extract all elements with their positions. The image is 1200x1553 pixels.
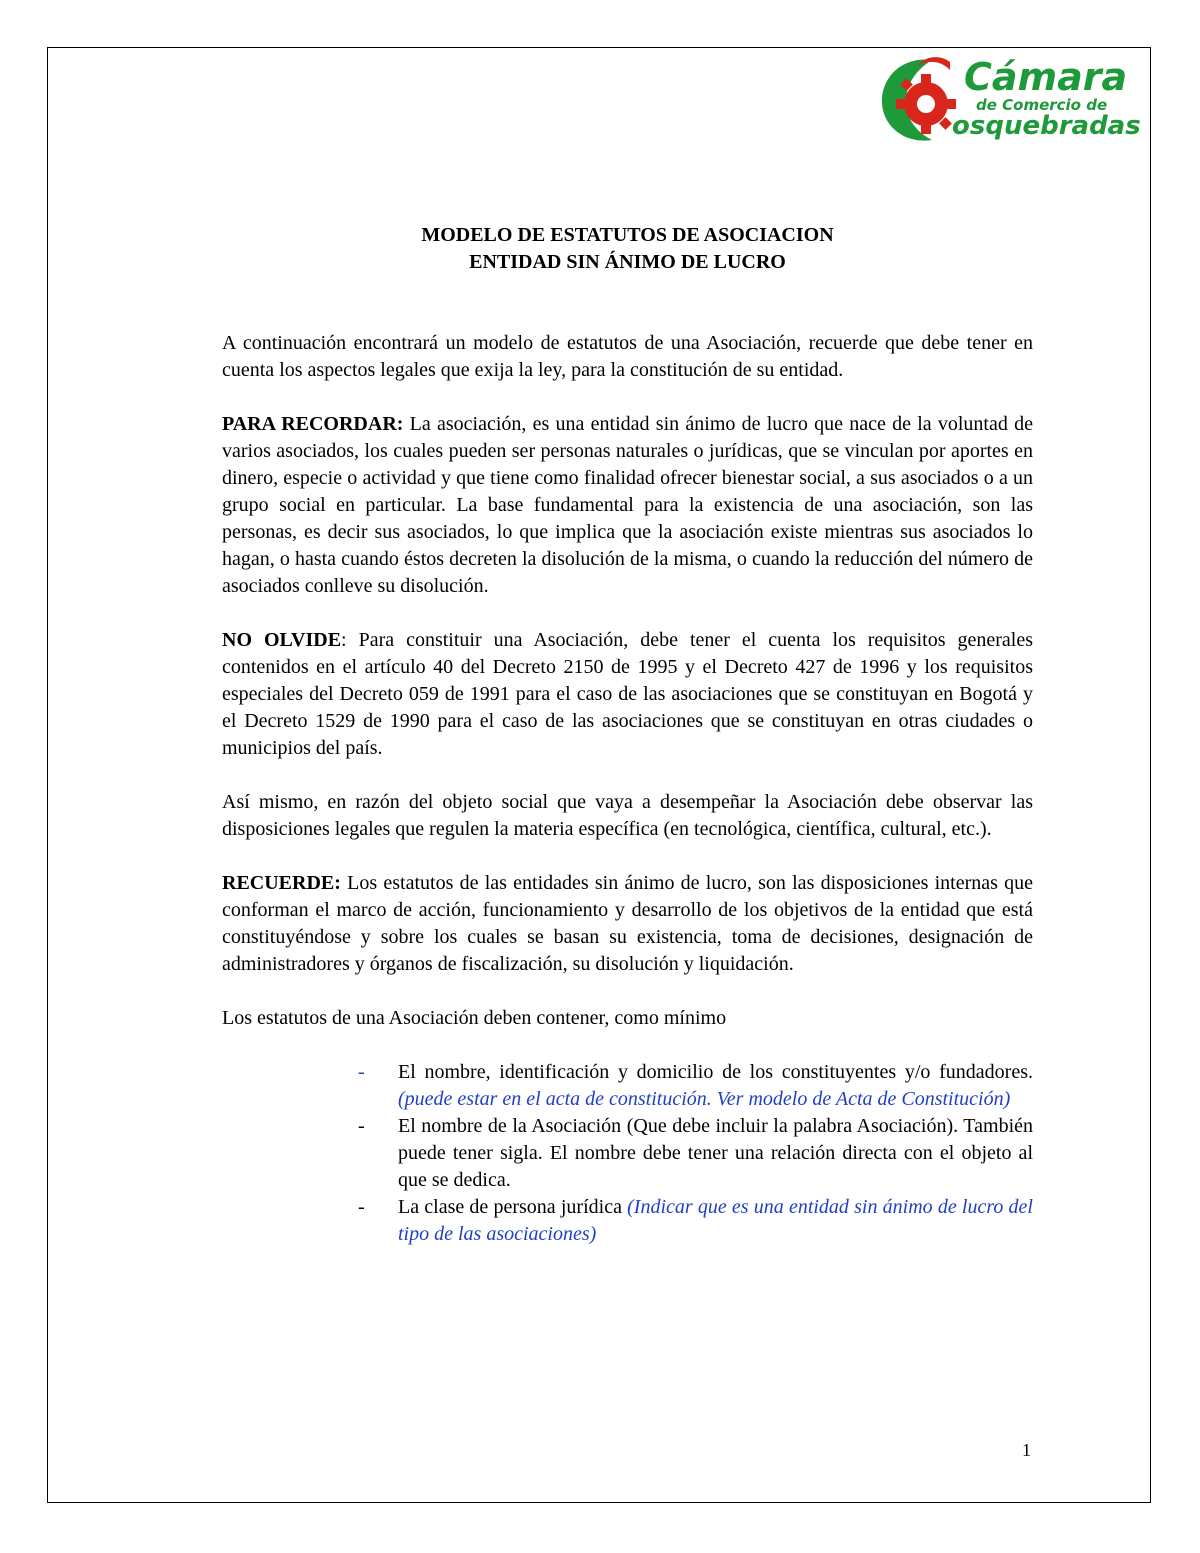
list-dash: - bbox=[358, 1061, 365, 1083]
list-item-note: (puede estar en el acta de constitución. Ver modelo de Acta de Constitución) bbox=[398, 1088, 1011, 1110]
logo-camara-text: Cámara bbox=[964, 55, 1128, 99]
list-dash: - bbox=[358, 1115, 365, 1137]
logo-dosquebradas-text: osquebradas bbox=[952, 111, 1141, 141]
para-recordar-text: La asociación, es una entidad sin ánimo de lucro que nace de la voluntad de varios asociados, los cuales pueden ser personas naturales o jurídicas, que se vinculan por aportes en dinero, especie o actividad y que tiene como finalidad ofrecer bienestar social, a sus asociados o a un grupo social en particular. La base fundamental para la existencia de una asociación, son las personas, es decir sus asociados, lo que implica que la asociación existe mientras sus asociados lo hagan, o hasta cuando éstos decreten la disolución de la misma, o cuando la reducción del número de asociados conlleve su disolución. bbox=[222, 413, 1033, 597]
requirements-list bbox=[358, 1059, 1033, 1248]
no-olvide-paragraph bbox=[222, 627, 1033, 762]
list-item bbox=[358, 1194, 1033, 1248]
document-body bbox=[222, 222, 1033, 1248]
list-item-note: (Indicar que es una entidad sin ánimo de lucro del tipo de las asociaciones) bbox=[398, 1196, 1033, 1245]
asi-mismo-paragraph: Así mismo, en razón del objeto social que vaya a desempeñar la Asociación debe observar las disposiciones legales que regulen la materia específica (en tecnológica, científica, cultural, etc.). bbox=[222, 791, 1033, 840]
camara-comercio-logo bbox=[880, 52, 1142, 146]
page-number: 1 bbox=[1022, 1440, 1031, 1460]
para-recordar-label: PARA RECORDAR: bbox=[222, 413, 404, 435]
document-title-line2: ENTIDAD SIN ÁNIMO DE LUCRO bbox=[469, 251, 786, 273]
list-dash: - bbox=[358, 1196, 365, 1218]
recuerde-label: RECUERDE: bbox=[222, 872, 341, 894]
list-item-text: El nombre de la Asociación (Que debe incluir la palabra Asociación). También puede tener sigla. El nombre debe tener una relación directa con el objeto al que se dedica. bbox=[398, 1115, 1033, 1191]
no-olvide-label: NO OLVIDE bbox=[222, 629, 342, 651]
recuerde-text: Los estatutos de las entidades sin ánimo de lucro, son las disposiciones internas que conforman el marco de acción, funcionamiento y desarrollo de los objetivos de la entidad que está constituyéndose y sobre los cuales se basan su existencia, toma de decisiones, designación de administradores y órganos de fiscalización, su disolución y liquidación. bbox=[222, 872, 1033, 975]
recuerde-paragraph bbox=[222, 870, 1033, 978]
intro-paragraph: A continuación encontrará un modelo de estatutos de una Asociación, recuerde que debe tener en cuenta los aspectos legales que exija la ley, para la constitución de su entidad. bbox=[222, 332, 1033, 381]
no-olvide-text: : Para constituir una Asociación, debe tener el cuenta los requisitos generales contenidos en el artículo 40 del Decreto 2150 de 1995 y el Decreto 427 de 1996 y los requisitos especiales del Decreto 059 de 1991 para el caso de las asociaciones que se constituyan en Bogotá y el Decreto 1529 de 1990 para el caso de las asociaciones que se constituyan en otras ciudades o municipios del país. bbox=[222, 629, 1033, 759]
list-item bbox=[358, 1113, 1033, 1194]
logo-de-comercio-text: de Comercio de bbox=[976, 96, 1108, 114]
document-title-line1: MODELO DE ESTATUTOS DE ASOCIACION bbox=[421, 224, 834, 246]
para-recordar-paragraph bbox=[222, 411, 1033, 600]
list-item-text: La clase de persona jurídica bbox=[398, 1196, 628, 1218]
list-item-text: El nombre, identificación y domicilio de los constituyentes y/o fundadores. bbox=[398, 1061, 1033, 1083]
list-item bbox=[358, 1059, 1033, 1113]
estatutos-intro: Los estatutos de una Asociación deben contener, como mínimo bbox=[222, 1007, 727, 1029]
